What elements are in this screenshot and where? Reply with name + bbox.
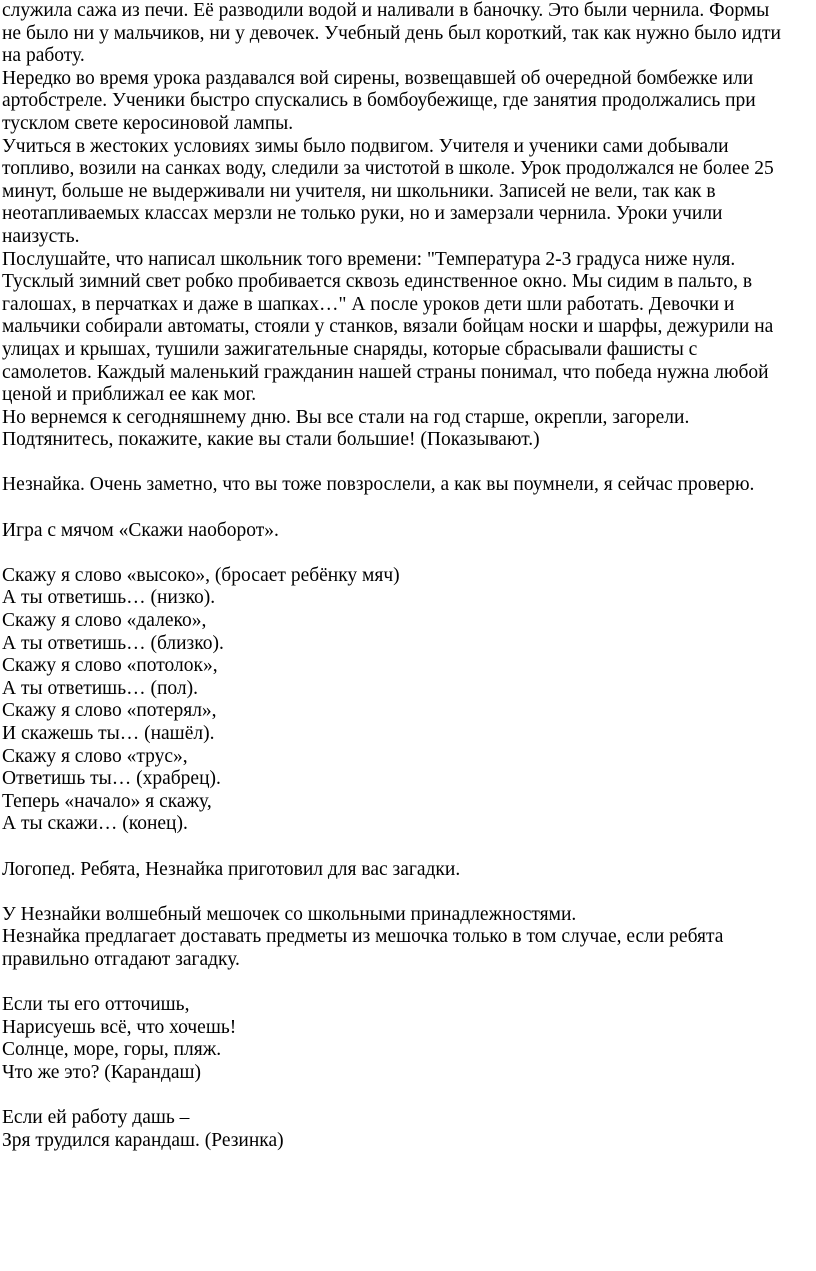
text-line: А ты ответишь… (низко).	[2, 587, 216, 609]
text-line: Нередко во время урока раздавался вой сирены, возвещавшей об очередной бомбежке или	[2, 67, 754, 89]
blank-line	[2, 836, 814, 859]
text-line: Скажу я слово «потолок»,	[2, 655, 218, 677]
text-line: мальчики собирали автоматы, стояли у станков, вязали бойцам носки и шарфы, дежурили на	[2, 316, 774, 338]
blank-line	[2, 452, 814, 475]
text-line: неотапливаемых классах мерзли не только руки, но и замерзали чернила. Уроки учили	[2, 203, 723, 225]
text-line: Солнце, море, горы, пляж.	[2, 1039, 222, 1061]
text-line: А ты ответишь… (близко).	[2, 632, 224, 654]
blank-line	[2, 497, 814, 520]
text-line: наизусть.	[2, 225, 80, 247]
text-line: И скажешь ты… (нашёл).	[2, 723, 215, 744]
text-line: Скажу я слово «далеко»,	[2, 610, 207, 632]
text-line: служила сажа из печи. Её разводили водой и наливали в баночку. Это были чернила. Формы	[2, 0, 770, 21]
text-line: тусклом свете керосиновой лампы.	[2, 112, 294, 134]
text-line: Незнайка предлагает доставать предметы из мешочка только в том случае, если ребята	[2, 926, 724, 948]
blank-line	[2, 881, 814, 904]
text-line: Логопед. Ребята, Незнайка приготовил для вас загадки.	[2, 858, 461, 880]
text-line: Игра с мячом «Скажи наоборот».	[2, 519, 279, 541]
text-line: Зря трудился карандаш. (Резинка)	[2, 1129, 284, 1151]
text-line: А ты ответишь… (пол).	[2, 677, 198, 699]
text-line: Если ты его отточишь,	[2, 994, 190, 1016]
text-line: Тусклый зимний свет робко пробивается сквозь единственное окно. Мы сидим в пальто, в	[2, 271, 753, 293]
text-line: Но вернемся к сегодняшнему дню. Вы все стали на год старше, окрепли, загорели.	[2, 406, 690, 428]
text-line: Послушайте, что написал школьник того времени: "Температура 2-3 градуса ниже нуля.	[2, 248, 736, 270]
text-line: галошах, в перчатках и даже в шапках…" А после уроков дети шли работать. Девочки и	[2, 293, 735, 315]
text-line: топливо, возили на санках воду, следили за чистотой в школе. Урок продолжался не более 25	[2, 158, 774, 180]
text-line: Учиться в жестоких условиях зимы было подвигом. Учителя и ученики сами добывали	[2, 135, 729, 157]
blank-line	[2, 972, 814, 995]
text-line: Подтянитесь, покажите, какие вы стали большие! (Показывают.)	[2, 429, 540, 451]
text-line: самолетов. Каждый маленький гражданин нашей страны понимал, что победа нужна любой	[2, 361, 769, 383]
text-line: не было ни у мальчиков, ни у девочек. Учебный день был короткий, так как нужно было идти	[2, 22, 781, 44]
blank-line	[2, 1085, 814, 1108]
text-line: правильно отгадают загадку.	[2, 948, 240, 970]
text-line: Теперь «начало» я скажу,	[2, 790, 212, 812]
text-line: А ты скажи… (конец).	[2, 813, 188, 835]
text-line: Что же это? (Карандаш)	[2, 1061, 202, 1083]
text-line: Скажу я слово «потерял»,	[2, 700, 217, 722]
text-line: на работу.	[2, 45, 85, 67]
text-line: Ответишь ты… (храбрец).	[2, 768, 221, 790]
text-line: улицах и крышах, тушили зажигательные снаряды, которые сбрасывали фашисты с	[2, 338, 698, 360]
text-line: Скажу я слово «трус»,	[2, 745, 188, 767]
text-line: минут, больше не выдерживали ни учителя, ни школьники. Записей не вели, так как в	[2, 180, 716, 202]
text-line: У Незнайки волшебный мешочек со школьными принадлежностями.	[2, 903, 577, 925]
text-line: Незнайка. Очень заметно, что вы тоже повзрослели, а как вы поумнели, я сейчас проверю.	[2, 474, 755, 496]
text-line: артобстреле. Ученики быстро спускались в бомбоубежище, где занятия продолжались при	[2, 90, 756, 112]
text-line: Нарисуешь всё, что хочешь!	[2, 1016, 237, 1038]
document-page	[2, 0, 814, 1152]
blank-line	[2, 542, 814, 565]
text-line: Скажу я слово «высоко», (бросает ребёнку мяч)	[2, 564, 400, 586]
text-line: ценой и приближал ее как мог.	[2, 384, 257, 406]
text-line: Если ей работу дашь –	[2, 1107, 190, 1129]
